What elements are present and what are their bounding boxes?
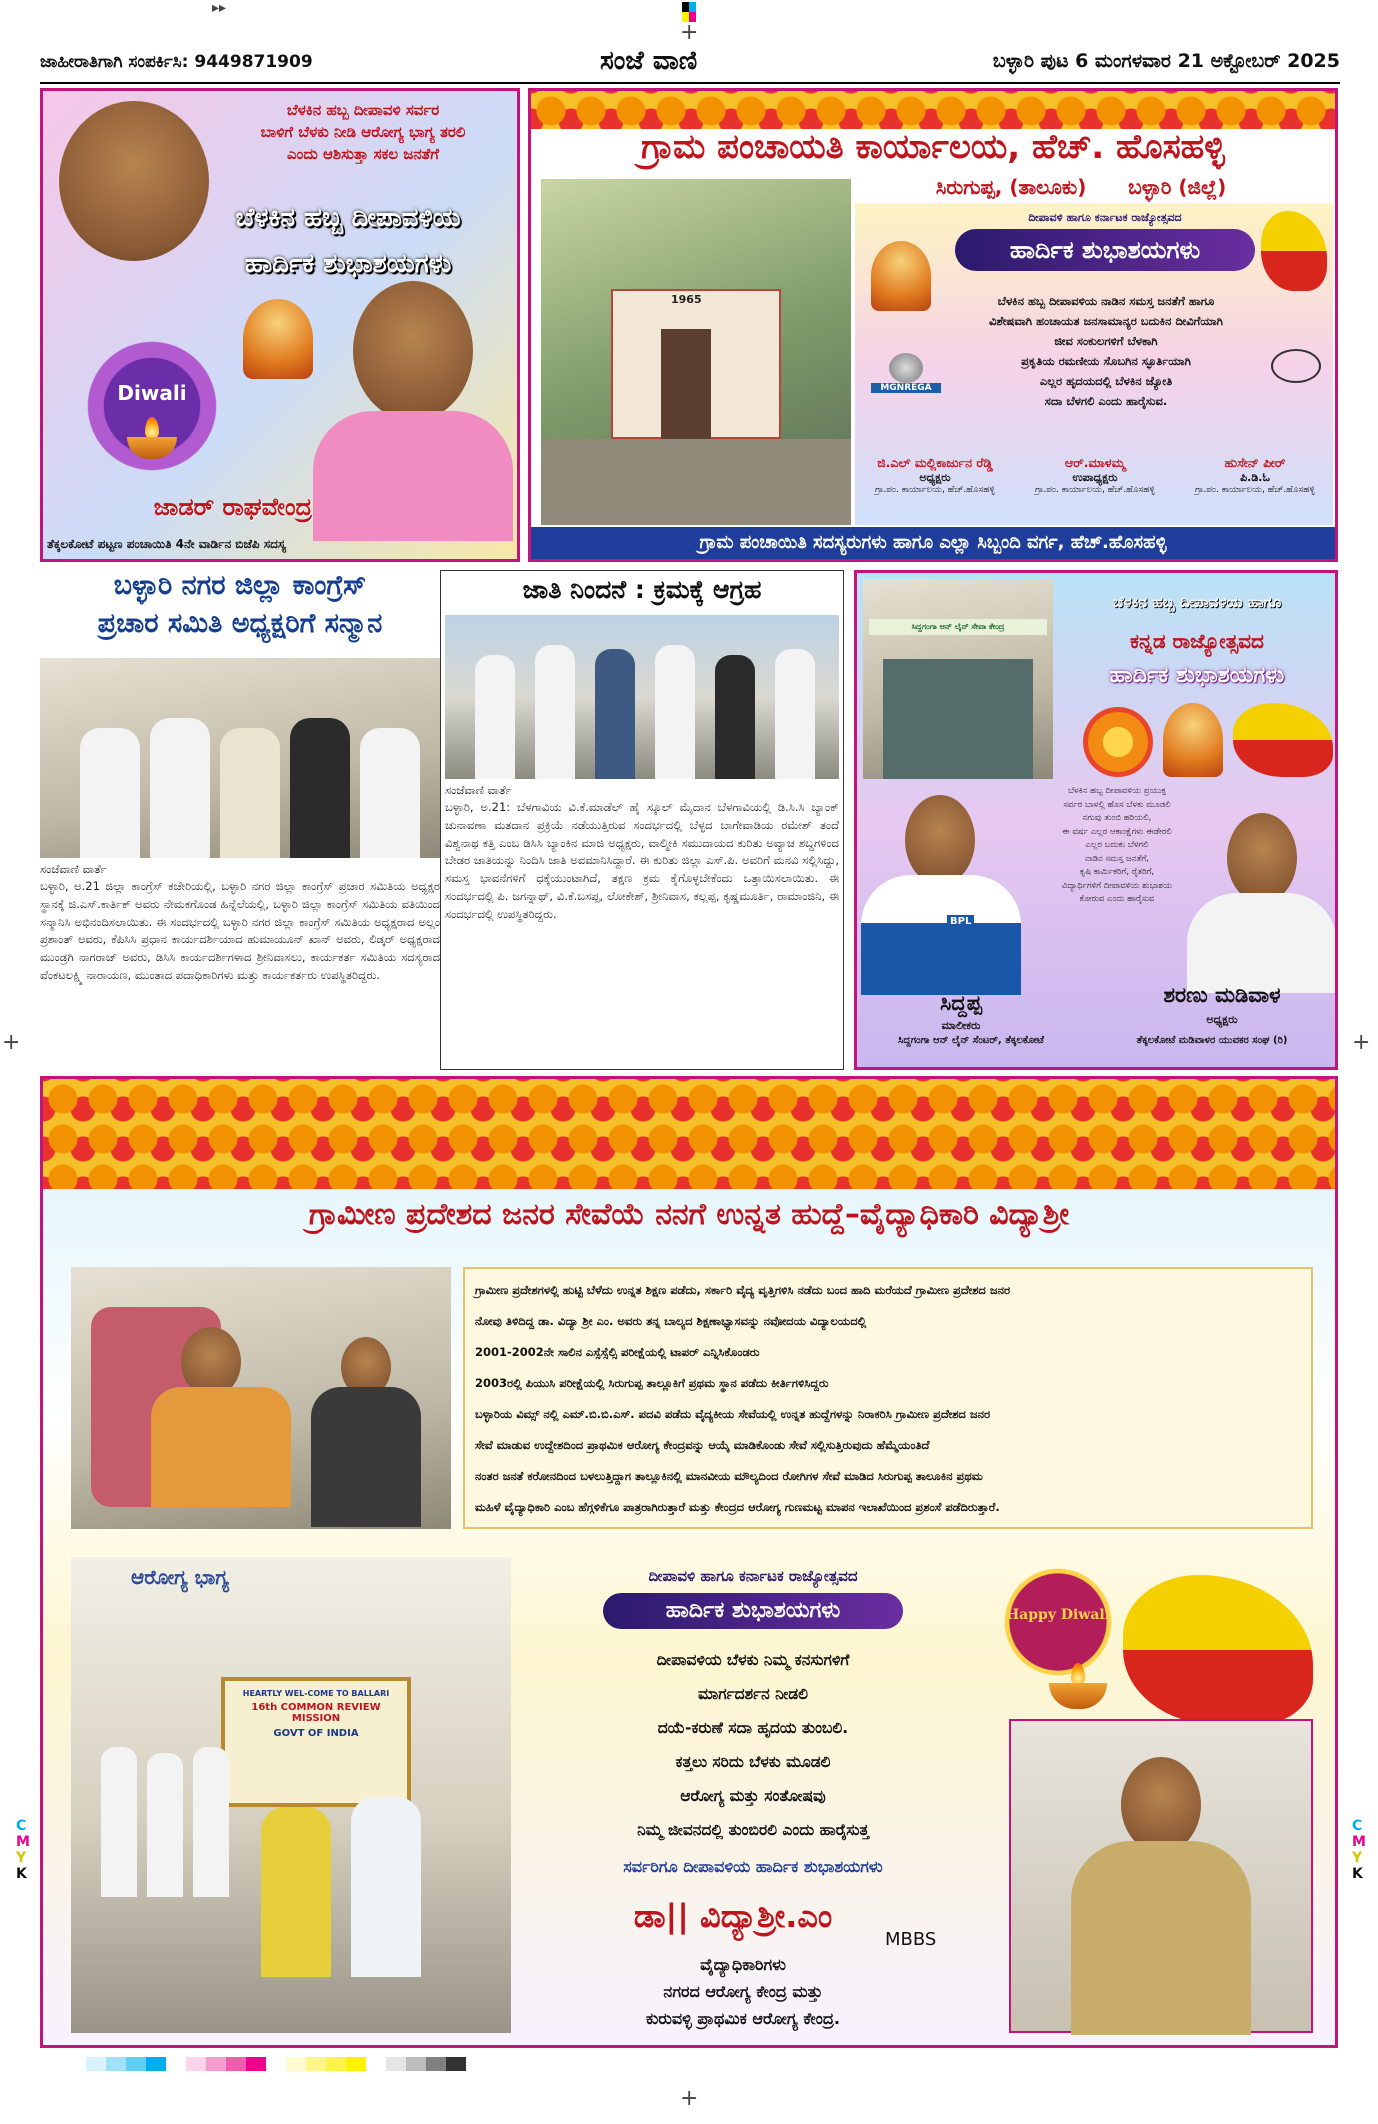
article-body: ಬಳ್ಳಾರಿ, ಅ.21: ಬೆಳಗಾವಿಯ ವಿ.ಕೆ.ಮಾಡೆಲ್ ಹೈ ಸ್ಕೂಲ್ ಮೈದಾನ ಬೆಳಗಾವಿಯಲ್ಲಿ ಡಿ.ಸಿ.ಸಿ ಬ್ಯಾಂಕ್ ಚುನಾವಣಾ ಮತದಾನ ಪ್ರಕ್ರಿಯೆ ನಡೆಯುತ್ತಿರುವ ಸಂದರ್ಭದಲ್ಲಿ ಬೆಳ್ಳದ ಬಾಗೇವಾಡಿಯ ರಮೇಶ್ ತಂದೆ ವಿಶ್ವನಾಥ ಕತ್ತಿ ಎಂಬ ಡಿಸಿಸಿ ಬ್ಯಾಂಕಿನ ಮಾಜಿ ಅಧ್ಯಕ್ಷರು, ವಾಲ್ಮೀಕಿ ಸಮುದಾಯದ ಕುರಿತು ಅವ್ಯಾಚ ಶಬ್ದಗಳಿಂದ ಬೇಡರ ಜಾತಿಯನ್ನು ನಿಂದಿಸಿ ಜಾತಿ ಅವಮಾನಿಸಿದ್ದಾರೆ. ಈ ಕುರಿತು ಜಿಲ್ಲಾ ಎಸ್.ಪಿ. ಅವರಿಗೆ ಮನವಿ ಸಲ್ಲಿಸಿದ್ದು, ಸಮಸ್ತ ಭಾವನೆಗಳಿಗೆ ಧಕ್ಕೆಯುಂಟಾಗಿದೆ, ತಕ್ಷಣ ಕ್ರಮ ಕೈಗೊಳ್ಳಬೇಕೆಂದು ಒತ್ತಾಯಿಸಲಾಯಿತು. ಈ ಸಂದರ್ಭದಲ್ಲಿ ಪಿ. ಜಗನ್ನಾಥ್, ವಿ.ಕೆ.ಬಸಪ್ಪ, ಲೋಕೇಶ್, ಶ್ರೀನಿವಾಸ, ಕಲ್ಲಪ್ಪ, ಕೃಷ್ಣಮೂರ್ತಿ, ರಾಮಾಂಜಿನಿ, ಈ ಸಂದರ್ಭದಲ್ಲಿ ಉಪಸ್ಥಿತರಿದ್ದರು. (445, 800, 839, 921)
health-center-photo: ಆರೋಗ್ಯ ಭಾಗ್ಯ HEARTLY WEL-COME TO BALLARI 16th COMMON REVIEW MISSION GOVT OF INDIA (71, 1557, 511, 2033)
bhuvaneshwari-image (1233, 703, 1333, 777)
crosshair-bottom: + (680, 2086, 699, 2111)
happy-diwali-badge: Happy Diwali (1003, 1567, 1113, 1677)
ad-panchayat (528, 88, 1338, 562)
greeting-line-2: ಬಾಳಿಗೆ ಬೆಳಕು ನೀಡಿ ಆರೋಗ್ಯ ಭಾಗ್ಯ ತರಲಿ (260, 123, 466, 141)
article-congress (40, 570, 440, 1070)
feature-doctor (40, 1076, 1338, 2048)
panchayat-footer: ಗ್ರಾಮ ಪಂಚಾಯಿತಿ ಸದಸ್ಯರುಗಳು ಹಾಗೂ ಎಲ್ಲಾ ಸಿಬ್ಬಂದಿ ವರ್ಗ, ಹೆಚ್.ಹೊಸಹಳ್ಳಿ (531, 527, 1335, 559)
doctor-consulting-photo (71, 1267, 451, 1529)
play-marker: ▸▸ (212, 0, 227, 16)
crosshair-top: + (680, 20, 699, 45)
swachh-bharat-logo (1271, 349, 1321, 383)
greeting-line-1: ಬೆಳಕಿನ ಹಬ್ಬ ದೀಪಾವಳಿ ಸರ್ವರ (286, 101, 440, 119)
bhuvaneshwari-map-image (1123, 1575, 1313, 1725)
panchayat-title: ಗ್ರಾಮ ಪಂಚಾಯತಿ ಕಾರ್ಯಾಲಯ, ಹೆಚ್. ಹೊಸಹಳ್ಳಿ (641, 127, 1225, 167)
person1-role: ಮಾಲೀಕರು (941, 1019, 981, 1032)
ribbon-top-text: ದೀಪಾವಳಿ ಹಾಗೂ ಕರ್ನಾಟಕ ರಾಜ್ಯೋತ್ಸವದ (648, 1567, 858, 1585)
doctor-poem: ದೀಪಾವಳಿಯ ಬೆಳಕು ನಿಮ್ಮ ಕನಸುಗಳಿಗೆ ಮಾರ್ಗದರ್ಶನ ನೀಡಲಿ ದಯೆ-ಕರುಣೆ ಸದಾ ಹೃದಯ ತುಂಬಲಿ. ಕತ್ತಲು ಸರಿದು ಬೆಳಕು ಮೂಡಲಿ ಆರೋಗ್ಯ ಮತ್ತು ಸಂತೋಷವು ನಿಮ್ಮ ಜೀವನದಲ್ಲಿ ತುಂಬಿರಲಿ ಎಂದು ಹಾರೈಸುತ್ತ (637, 1651, 869, 1839)
wishes-all: ಸರ್ವರಿಗೂ ದೀಪಾವಳಿಯ ಹಾರ್ದಿಕ ಶುಭಾಶಯಗಳು (623, 1857, 883, 1876)
doctor-name: ಡಾ|| ವಿದ್ಯಾಶ್ರೀ.ಎಂ (633, 1897, 833, 1935)
memorandum-photo (445, 615, 839, 779)
masthead (40, 44, 1340, 84)
doctor-degree: MBBS (885, 1929, 937, 1950)
headline: ಜಾತಿ ನಿಂದನೆ : ಕ್ರಮಕ್ಕೆ ಆಗ್ರಹ (522, 575, 762, 604)
wishes-title: ಹಾರ್ದಿಕ ಶುಭಾಶಯಗಳು (244, 249, 452, 279)
diwali-badge: Diwali (77, 331, 227, 481)
official-3: ಹುಸೇನ್ ಪೀರ್ ಪಿ.ಡಿ.ಓ ಗ್ರಾ.ಪಂ. ಕಾರ್ಯಾಲಯ, ಹೆಚ್.ಹೊಸಹಳ್ಳಿ (1194, 455, 1316, 495)
article-caste (440, 570, 844, 1070)
official-1: ಜಿ.ಎಲ್ ಮಲ್ಲಿಕಾರ್ಜುನ ರೆಡ್ಡಿ ಅಧ್ಯಕ್ಷರು ಗ್ರಾ.ಪಂ. ಕಾರ್ಯಾಲಯ, ಹೆಚ್.ಹೊಸಹಳ್ಳಿ (874, 455, 996, 495)
title-line-2: ಕನ್ನಡ ರಾಜ್ಯೋತ್ಸವದ (1130, 629, 1264, 653)
title-line-3: ಹಾರ್ದಿಕ ಶುಭಾಶಯಗಳು (1109, 663, 1285, 688)
lakshmi-image (1163, 703, 1223, 777)
cmyk-side-right: C M Y K (1352, 1818, 1366, 1882)
official-2: ಆರ್.ಮಾಳಮ್ಮ ಉಪಾಧ್ಯಕ್ಷರು ಗ್ರಾ.ಪಂ. ಕಾರ್ಯಾಲಯ, ಹೆಚ್.ಹೊಸಹಳ್ಳಿ (1034, 455, 1156, 495)
mgnrega-logo: MGNREGA (871, 353, 941, 403)
marigold-garland (531, 91, 1335, 129)
greeting-line-3: ಎಂದು ಆಶಿಸುತ್ತಾ ಸಕಲ ಜನತೆಗೆ (287, 145, 439, 163)
diya-image (1043, 1663, 1113, 1713)
poem: ಬೆಳಕಿನ ಹಬ್ಬ ದೀಪಾವಳಿಯ ಪ್ರಯುಕ್ತ ಸರ್ವರ ಬಾಳಲ್ಲಿ ಹೊಸ ಬೆಳಕು ಮೂಡಲಿ ನಗುವು ತುಂಬಿ ಹರಿಯಲಿ, ಈ ವರ್ಷ ಎಲ್ಲರ ಆಕಾಂಕ್ಷೆಗಳು ಈಡೇರಲಿ ಎಲ್ಲರ ಬದುಕು ಬೆಳಗಲಿ ನಾಡಿನ ಸಮಸ್ತ ಜನತೆಗೆ, ಕೃಷಿ ಕಾರ್ಮಿಕರಿಗೆ, ರೈತರಿಗೆ, ವಿದ್ಯಾರ್ಥಿಗಳಿಗೆ ದೀಪಾವಳಿಯ ಶುಭಾಶಯ ಕೋರುವ ಎಂದು ಹಾರೈಸುವ (1061, 786, 1173, 904)
felicitation-photo (40, 658, 440, 858)
newspaper-title: ಸಂಜೆ ವಾಣಿ (600, 46, 698, 76)
lakshmi-image (243, 299, 313, 379)
festival-title: ಬೆಳಕಿನ ಹಬ್ಬ ದೀಪಾವಳಿಯ (235, 203, 461, 233)
diya-flower-image (1083, 707, 1153, 777)
title-line-1: ಬೆಳಕಿನ ಹಬ್ಬ ದೀಪಾವಳಿಯ ಹಾಗೂ (1112, 593, 1282, 611)
doctor-portrait-photo (1009, 1719, 1313, 2033)
panchayat-location: ಸಿರುಗುಪ್ಪ, (ತಾಲೂಕು) ಬಳ್ಳಾರಿ (ಜಿಲ್ಲೆ) (935, 175, 1227, 199)
wishes-ribbon: ಹಾರ್ದಿಕ ಶುಭಾಶಯಗಳು (955, 229, 1255, 271)
person1-name: ಸಿದ್ದಪ್ಪ (940, 991, 982, 1015)
dateline: ಸಂಜೆವಾಣಿ ವಾರ್ತೆ (445, 783, 512, 797)
cmyk-side-left: C M Y K (16, 1818, 30, 1882)
lakshmi-image (871, 241, 931, 311)
person1-photo: BPL (861, 795, 1021, 995)
crosshair-left: + (2, 1030, 21, 1055)
person1-org: ಸಿದ್ದಗಂಗಾ ಆನ್ ಲೈನ್ ಸೆಂಟರ್, ತೆಕ್ಕಲಕೋಟೆ (898, 1035, 1044, 1046)
person2-name: ಶರಣು ಮಡಿವಾಳ (1163, 983, 1281, 1007)
ad-siddappa (854, 570, 1338, 1070)
ribbon-top-text: ದೀಪಾವಳಿ ಹಾಗೂ ಕರ್ನಾಟಕ ರಾಜ್ಯೋತ್ಸವದ (1028, 211, 1182, 224)
person2-photo (1187, 813, 1337, 993)
headline-line-1: ಬಳ್ಳಾರಿ ನಗರ ಜಿಲ್ಲಾ ಕಾಂಗ್ರೆಸ್ (113, 570, 367, 601)
wishes-ribbon: ಹಾರ್ದಿಕ ಶುಭಾಶಯಗಳು (603, 1593, 903, 1629)
panchayat-message: ಬೆಳಕಿನ ಹಬ್ಬ ದೀಪಾವಳಿಯ ನಾಡಿನ ಸಮಸ್ತ ಜನತೆಗೆ ಹಾಗೂ ವಿಶೇಷವಾಗಿ ಹಂಚಾಯತ ಜನಸಾಮಾನ್ಯರ ಬದುಕಿನ ದೀವಿಗೆಯಾಗಿ ಜೀವ ಸಂಕುಲಗಳಿಗೆ ಬೆಳಕಾಗಿ ಪ್ರಕೃತಿಯ ರಮಣೀಯ ಸೊಬಗಿನ ಸ್ಫೂರ್ತಿಯಾಗಿ ಎಲ್ಲರ ಹೃದಯದಲ್ಲಿ ಬೆಳಕಿನ ಜ್ಯೋತಿ ಸದಾ ಬೆಳಗಲಿ ಎಂದು ಹಾರೈಸುವ. (989, 294, 1223, 408)
person2-org: ತೆಕ್ಕಲಕೋಟೆ ಮಡಿವಾಳರ ಯುವಕರ ಸಂಘ (ರಿ) (1136, 1035, 1288, 1046)
member-designation: ತೆಕ್ಕಲಕೋಟೆ ಪಟ್ಟಣ ಪಂಚಾಯಿತಿ 4ನೇ ವಾರ್ಡಿನ ಬಿಜೆಪಿ ಸದಸ್ಯ (47, 537, 286, 551)
article-body: ಬಳ್ಳಾರಿ, ಅ.21 ಜಿಲ್ಲಾ ಕಾಂಗ್ರೆಸ್ ಕಚೇರಿಯಲ್ಲಿ, ಬಳ್ಳಾರಿ ನಗರ ಜಿಲ್ಲಾ ಕಾಂಗ್ರೆಸ್ ಪ್ರಚಾರ ಸಮಿತಿಯ ಅಧ್ಯಕ್ಷರ ಸ್ಥಾನಕ್ಕೆ ಜಿ.ಎಸ್.ಕಾರ್ತಿಕ್ ಅವರು ನೇಮಕಗೊಂಡ ಹಿನ್ನೆಲೆಯಲ್ಲಿ, ಬಳ್ಳಾರಿ ಜಿಲ್ಲಾ ಕಾಂಗ್ರೆಸ್ ಸಮಿತಿಯ ವತಿಯಿಂದ ಸನ್ಮಾನಿಸಿ ಅಭಿನಂದಿಸಲಾಯಿತು. ಈ ಸಂದರ್ಭದಲ್ಲಿ ಬಳ್ಳಾರಿ ನಗರ ಜಿಲ್ಲಾ ಕಾಂಗ್ರೆಸ್ ಸಮಿತಿಯ ಅಧ್ಯಕ್ಷರಾದ ಅಲ್ಲಂ ಪ್ರಶಾಂತ್ ಅವರು, ಕೆಪಿಸಿಸಿ ಪ್ರಧಾನ ಕಾರ್ಯದರ್ಶಿಯಾದ ಹುಮಾಯೂನ್ ಖಾನ್ ಅವರು, ಲಿಡ್ಕರ್ ಅಧ್ಯಕ್ಷರಾದ ಮುಂಡ್ರಗಿ ನಾಗರಾಜ್ ಅವರು, ಡಿಸಿಸಿ ಕಾರ್ಯದರ್ಶಿಗಳಾದ ಶ್ರೀನಿವಾಸಲು, ಕಾರ್ಯಕರ್ತ ಸಮಿತಿಯ ಸದಸ್ಯರಾದ ವೆಂಕಟಲಕ್ಷ್ಮಿ ನಾರಾಯಣ, ಮುಂತಾದ ಪದಾಧಿಕಾರಿಗಳು ಮತ್ತು ಕಾರ್ಯಕರ್ತರು ಉಪಸ್ಥಿತರಿದ್ದರು. (40, 879, 440, 983)
feature-headline: ಗ್ರಾಮೀಣ ಪ್ರದೇಶದ ಜನರ ಸೇವೆಯೆ ನನಗೆ ಉನ್ನತ ಹುದ್ದೆ–ವೈದ್ಯಾಧಿಕಾರಿ ವಿದ್ಯಾಶ್ರೀ (308, 1197, 1070, 1232)
crosshair-right: + (1352, 1030, 1371, 1055)
feature-paragraph: ಗ್ರಾಮೀಣ ಪ್ರದೇಶಗಳಲ್ಲಿ ಹುಟ್ಟಿ ಬೆಳೆದು ಉನ್ನತ ಶಿಕ್ಷಣ ಪಡೆದು, ಸರ್ಕಾರಿ ವೈದ್ಯ ವೃತ್ತಿಗಳಿಸಿ ನಡೆದು ಬಂದ ಹಾದಿ ಮರೆಯದೆ ಗ್ರಾಮೀಣ ಪ್ರದೇಶದ ಜನರ ನೋವು ತಿಳಿದಿದ್ದ ಡಾ. ವಿದ್ಯಾ ಶ್ರೀ ಎಂ. ಅವರು ತನ್ನ ಬಾಲ್ಯದ ಶಿಕ್ಷಣಾಭ್ಯಾಸವನ್ನು ನವೋದಯ ವಿದ್ಯಾಲಯದಲ್ಲಿ 2001-2002ನೇ ಸಾಲಿನ ಎಸ್ಸೆಸ್ಸೆಲ್ಸಿ ಪರೀಕ್ಷೆಯಲ್ಲಿ ಟಾಪರ್ ಎನ್ನಿಸಿಕೊಂಡರು 2003ರಲ್ಲಿ ಪಿಯುಸಿ ಪರೀಕ್ಷೆಯಲ್ಲಿ ಸಿರುಗುಪ್ಪ ತಾಲ್ಲೂಕಿಗೆ ಪ್ರಥಮ ಸ್ಥಾನ ಪಡೆದು ಕೀರ್ತಿಗಳಿಸಿದ್ದರು ಬಳ್ಳಾರಿಯ ವಿಮ್ಸ್ ನಲ್ಲಿ ಎಮ್.ಬಿ.ಬಿ.ಎಸ್. ಪದವಿ ಪಡೆದು ವೈದ್ಯಕೀಯ ಸೇವೆಯಲ್ಲಿ ಉನ್ನತ ಹುದ್ದೆಗಳನ್ನು ನಿರಾಕರಿಸಿ ಗ್ರಾಮೀಣ ಪ್ರದೇಶದ ಜನರ ಸೇವೆ ಮಾಡುವ ಉದ್ದೇಶದಿಂದ ಪ್ರಾಥಮಿಕ ಆರೋಗ್ಯ ಕೇಂದ್ರವನ್ನು ಆಯ್ಕೆ ಮಾಡಿಕೊಂಡು ಸೇವೆ ಸಲ್ಲಿಸುತ್ತಿರುವುದು ಹೆಮ್ಮೆಯಂತಿದೆ ನಂತರ ಜನತೆ ಕರೋನದಿಂದ ಬಳಲುತ್ತಿದ್ದಾಗ ತಾಲ್ಲೂಕಿನಲ್ಲಿ ಮಾನವೀಯ ಮೌಲ್ಯದಿಂದ ರೋಗಿಗಳ ಸೇವೆ ಮಾಡಿದ ಸಿರುಗುಪ್ಪ ತಾಲೂಕಿನ ಪ್ರಥಮ ಮಹಿಳೆ ವೈದ್ಯಾಧಿಕಾರಿ ಎಂಬ ಹೆಗ್ಗಳಿಕೆಗೂ ಪಾತ್ರರಾಗಿರುತ್ತಾರೆ ಮತ್ತು ಕೇಂದ್ರದ ಆರೋಗ್ಯ ಗುಣಮಟ್ಟ ಮಾಪನ ಇಲಾಖೆಯಿಂದ ಪ್ರಶಂಸೆ ಪಡೆದಿರುತ್ತಾರೆ. (463, 1267, 1313, 1529)
page-info: ಬಳ್ಳಾರಿ ಪುಟ 6 ಮಂಗಳವಾರ 21 ಅಕ್ಟೋಬರ್ 2025 (992, 50, 1340, 72)
ad-contact: ಜಾಹೀರಾತಿಗಾಗಿ ಸಂಪರ್ಕಿಸಿ: 9449871909 (40, 52, 313, 72)
cmyk-registration-top (682, 2, 696, 22)
online-center-photo: ಸಿದ್ದಗಂಗಾ ಆನ್ ಲೈನ್ ಸೇವಾ ಕೇಂದ್ರ (863, 579, 1053, 779)
member-name: ಜಾಡರ್ ರಾಘವೇಂದ್ರ (153, 493, 313, 521)
dateline: ಸಂಜೆವಾಣಿ ವಾರ್ತೆ (40, 862, 107, 876)
doctor-designation: ವೈದ್ಯಾಧಿಕಾರಿಗಳು ನಗರದ ಆರೋಗ್ಯ ಕೇಂದ್ರ ಮತ್ತು ಕುರುವಳ್ಳಿ ಪ್ರಾಥಮಿಕ ಆರೋಗ್ಯ ಕೇಂದ್ರ. (646, 1955, 840, 2028)
ad-raghavendra (40, 88, 520, 562)
headline-line-2: ಪ್ರಚಾರ ಸಮಿತಿ ಅಧ್ಯಕ್ಷರಿಗೆ ಸನ್ಮಾನ (97, 608, 383, 639)
leader-photo (59, 101, 209, 261)
greeting-block (213, 99, 513, 165)
person2-role: ಅಧ್ಯಕ್ಷರು (1206, 1013, 1238, 1026)
color-calibration-bar (86, 2056, 606, 2075)
marigold-garland (43, 1079, 1335, 1189)
panchayat-building-photo: 1965 (541, 179, 851, 525)
